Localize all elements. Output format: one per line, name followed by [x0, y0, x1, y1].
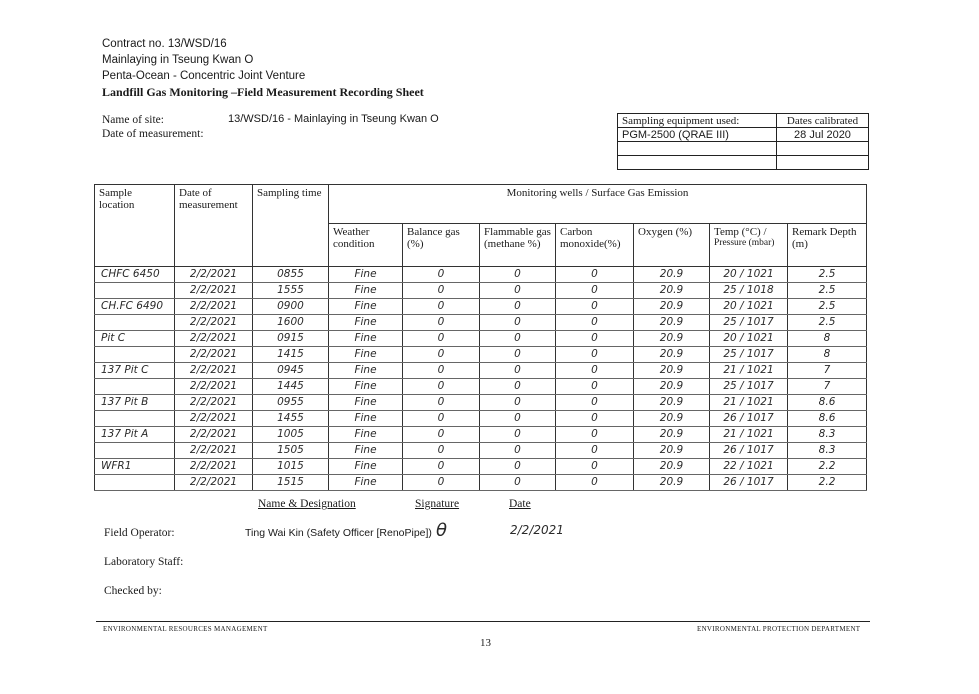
equipment-name: PGM-2500 (QRAE III) — [618, 128, 777, 142]
remark-cell: 2.5 — [788, 267, 867, 283]
oxygen-cell: 20.9 — [634, 315, 710, 331]
flammable-gas-cell: 0 — [480, 331, 556, 347]
carbon-monoxide-cell: 0 — [556, 299, 634, 315]
weather-cell: Fine — [329, 459, 403, 475]
calibrated-header: Dates calibrated — [777, 114, 869, 128]
oxygen-cell: 20.9 — [634, 443, 710, 459]
location-cell — [95, 347, 175, 363]
time-cell: 1415 — [253, 347, 329, 363]
weather-cell: Fine — [329, 267, 403, 283]
oxygen-cell: 20.9 — [634, 299, 710, 315]
temp-pressure-cell: 21 / 1021 — [710, 427, 788, 443]
oxygen-cell: 20.9 — [634, 347, 710, 363]
time-cell: 1015 — [253, 459, 329, 475]
temp-pressure-cell: 20 / 1021 — [710, 299, 788, 315]
location-cell — [95, 379, 175, 395]
time-cell: 1505 — [253, 443, 329, 459]
remark-cell: 2.5 — [788, 299, 867, 315]
date-cell: 2/2/2021 — [175, 395, 253, 411]
carbon-monoxide-cell: 0 — [556, 267, 634, 283]
time-header: Sampling time — [253, 185, 329, 267]
flammable-gas-cell: 0 — [480, 315, 556, 331]
equipment-table — [617, 113, 869, 170]
balance-gas-header: Balance gas (%) — [403, 224, 480, 267]
weather-cell: Fine — [329, 395, 403, 411]
weather-cell: Fine — [329, 411, 403, 427]
balance-gas-cell: 0 — [403, 331, 480, 347]
footer-left: ENVIRONMENTAL RESOURCES MANAGEMENT — [103, 625, 268, 633]
pressure-header: Pressure (mbar) — [714, 238, 775, 248]
carbon-monoxide-cell: 0 — [556, 347, 634, 363]
location-cell: CHFC 6450 — [95, 267, 175, 283]
weather-header: Weather condition — [329, 224, 403, 267]
weather-cell: Fine — [329, 283, 403, 299]
time-cell: 0955 — [253, 395, 329, 411]
location-cell — [95, 443, 175, 459]
weather-cell: Fine — [329, 427, 403, 443]
equipment-header-row — [618, 114, 869, 128]
flammable-gas-cell: 0 — [480, 459, 556, 475]
location-cell: CH.FC 6490 — [95, 299, 175, 315]
balance-gas-cell: 0 — [403, 395, 480, 411]
remark-cell: 2.2 — [788, 459, 867, 475]
oxygen-cell: 20.9 — [634, 475, 710, 491]
temp-pressure-cell: 26 / 1017 — [710, 443, 788, 459]
date-cell: 2/2/2021 — [175, 443, 253, 459]
time-cell: 1515 — [253, 475, 329, 491]
balance-gas-cell: 0 — [403, 379, 480, 395]
remark-cell: 8.6 — [788, 411, 867, 427]
date-cell: 2/2/2021 — [175, 267, 253, 283]
table-row — [95, 475, 867, 491]
location-cell: 137 Pit C — [95, 363, 175, 379]
balance-gas-cell: 0 — [403, 411, 480, 427]
site-name-label: Name of site: — [102, 114, 164, 126]
carbon-monoxide-cell: 0 — [556, 331, 634, 347]
weather-cell: Fine — [329, 315, 403, 331]
date-header: Date of measurement — [175, 185, 253, 267]
date-cell: 2/2/2021 — [175, 347, 253, 363]
monitoring-header: Monitoring wells / Surface Gas Emission — [329, 185, 867, 224]
balance-gas-cell: 0 — [403, 475, 480, 491]
date-cell: 2/2/2021 — [175, 459, 253, 475]
weather-cell: Fine — [329, 331, 403, 347]
page-number: 13 — [480, 637, 491, 649]
table-row — [95, 315, 867, 331]
date-cell: 2/2/2021 — [175, 411, 253, 427]
flammable-gas-cell: 0 — [480, 411, 556, 427]
temp-pressure-cell: 21 / 1021 — [710, 363, 788, 379]
time-cell: 1555 — [253, 283, 329, 299]
field-operator-date: 2/2/2021 — [510, 523, 564, 537]
field-operator-label: Field Operator: — [104, 527, 175, 539]
document-header — [102, 36, 424, 100]
site-info — [102, 113, 204, 141]
temp-pressure-cell: 25 / 1017 — [710, 379, 788, 395]
field-operator-name: Ting Wai Kin (Safety Officer [RenoPipe]) — [245, 527, 432, 539]
remark-cell: 8 — [788, 347, 867, 363]
temp-pressure-cell: 25 / 1017 — [710, 315, 788, 331]
table-header-row — [95, 185, 867, 224]
checked-by-label: Checked by: — [104, 585, 162, 597]
location-header: Sample location — [95, 185, 175, 267]
carbon-monoxide-cell: 0 — [556, 459, 634, 475]
equipment-row — [618, 142, 869, 156]
time-cell: 0855 — [253, 267, 329, 283]
weather-cell: Fine — [329, 347, 403, 363]
table-row — [95, 347, 867, 363]
date-cell: 2/2/2021 — [175, 475, 253, 491]
location-cell — [95, 475, 175, 491]
weather-cell: Fine — [329, 443, 403, 459]
flammable-gas-cell: 0 — [480, 347, 556, 363]
weather-cell: Fine — [329, 475, 403, 491]
temp-pressure-cell: 22 / 1021 — [710, 459, 788, 475]
flammable-gas-cell: 0 — [480, 395, 556, 411]
flammable-gas-cell: 0 — [480, 267, 556, 283]
table-row — [95, 331, 867, 347]
temp-pressure-cell: 21 / 1021 — [710, 395, 788, 411]
location-cell — [95, 315, 175, 331]
flammable-gas-cell: 0 — [480, 363, 556, 379]
table-row — [95, 411, 867, 427]
balance-gas-cell: 0 — [403, 459, 480, 475]
balance-gas-cell: 0 — [403, 347, 480, 363]
oxygen-cell: 20.9 — [634, 427, 710, 443]
date-cell: 2/2/2021 — [175, 283, 253, 299]
remark-cell: 8.3 — [788, 443, 867, 459]
oxygen-cell: 20.9 — [634, 267, 710, 283]
measurement-table — [94, 184, 867, 491]
project-name: Mainlaying in Tseung Kwan O — [102, 54, 254, 66]
oxygen-cell: 20.9 — [634, 395, 710, 411]
temp-pressure-cell: 20 / 1021 — [710, 331, 788, 347]
location-cell: WFR1 — [95, 459, 175, 475]
contractor-name: Penta-Ocean - Concentric Joint Venture — [102, 70, 306, 82]
location-cell: 137 Pit B — [95, 395, 175, 411]
remark-cell: 8 — [788, 331, 867, 347]
time-cell: 1445 — [253, 379, 329, 395]
oxygen-cell: 20.9 — [634, 379, 710, 395]
equipment-header: Sampling equipment used: — [618, 114, 777, 128]
calibration-date: 28 Jul 2020 — [777, 128, 869, 142]
name-designation-heading: Name & Designation — [258, 498, 356, 510]
table-row — [95, 267, 867, 283]
balance-gas-cell: 0 — [403, 267, 480, 283]
remark-cell: 8.6 — [788, 395, 867, 411]
flammable-gas-cell: 0 — [480, 427, 556, 443]
oxygen-cell: 20.9 — [634, 411, 710, 427]
date-heading: Date — [509, 498, 531, 510]
flammable-gas-cell: 0 — [480, 475, 556, 491]
carbon-monoxide-cell: 0 — [556, 395, 634, 411]
carbon-monoxide-cell: 0 — [556, 475, 634, 491]
temp-pressure-cell: 20 / 1021 — [710, 267, 788, 283]
equipment-name — [618, 156, 777, 170]
carbon-monoxide-cell: 0 — [556, 443, 634, 459]
oxygen-cell: 20.9 — [634, 331, 710, 347]
table-row — [95, 443, 867, 459]
carbon-monoxide-cell: 0 — [556, 363, 634, 379]
time-cell: 0900 — [253, 299, 329, 315]
remark-header: Remark Depth (m) — [788, 224, 867, 267]
time-cell: 0915 — [253, 331, 329, 347]
balance-gas-cell: 0 — [403, 315, 480, 331]
location-cell: Pit C — [95, 331, 175, 347]
temp-pressure-header — [710, 224, 788, 267]
time-cell: 1005 — [253, 427, 329, 443]
carbon-monoxide-cell: 0 — [556, 283, 634, 299]
sheet-title: Landfill Gas Monitoring –Field Measurement Recording Sheet — [102, 85, 424, 99]
carbon-monoxide-cell: 0 — [556, 427, 634, 443]
contract-number: Contract no. 13/WSD/16 — [102, 38, 227, 50]
balance-gas-cell: 0 — [403, 427, 480, 443]
weather-cell: Fine — [329, 299, 403, 315]
date-cell: 2/2/2021 — [175, 299, 253, 315]
carbon-monoxide-cell: 0 — [556, 379, 634, 395]
flammable-gas-cell: 0 — [480, 379, 556, 395]
table-row — [95, 395, 867, 411]
measurement-date-label: Date of measurement: — [102, 128, 204, 140]
temp-pressure-cell: 26 / 1017 — [710, 475, 788, 491]
lab-staff-label: Laboratory Staff: — [104, 556, 184, 568]
balance-gas-cell: 0 — [403, 443, 480, 459]
remark-cell: 2.5 — [788, 283, 867, 299]
oxygen-cell: 20.9 — [634, 363, 710, 379]
weather-cell: Fine — [329, 363, 403, 379]
table-row — [95, 379, 867, 395]
date-cell: 2/2/2021 — [175, 379, 253, 395]
flammable-gas-cell: 0 — [480, 299, 556, 315]
equipment-name — [618, 142, 777, 156]
remark-cell: 2.2 — [788, 475, 867, 491]
calibration-date — [777, 142, 869, 156]
calibration-date — [777, 156, 869, 170]
flammable-gas-cell: 0 — [480, 443, 556, 459]
equipment-row — [618, 156, 869, 170]
measurement-rows — [95, 267, 867, 491]
balance-gas-cell: 0 — [403, 363, 480, 379]
temp-pressure-cell: 25 / 1018 — [710, 283, 788, 299]
remark-cell: 7 — [788, 379, 867, 395]
date-cell: 2/2/2021 — [175, 427, 253, 443]
signature-heading: Signature — [415, 498, 460, 510]
remark-cell: 2.5 — [788, 315, 867, 331]
remark-cell: 8.3 — [788, 427, 867, 443]
balance-gas-cell: 0 — [403, 283, 480, 299]
location-cell — [95, 283, 175, 299]
carbon-monoxide-header: Carbon monoxide(%) — [556, 224, 634, 267]
location-cell — [95, 411, 175, 427]
table-row — [95, 427, 867, 443]
footer-divider — [96, 621, 870, 622]
table-row — [95, 459, 867, 475]
oxygen-cell: 20.9 — [634, 459, 710, 475]
oxygen-cell: 20.9 — [634, 283, 710, 299]
temp-pressure-cell: 26 / 1017 — [710, 411, 788, 427]
site-name-value: 13/WSD/16 - Mainlaying in Tseung Kwan O — [228, 113, 439, 125]
remark-cell: 7 — [788, 363, 867, 379]
balance-gas-cell: 0 — [403, 299, 480, 315]
flammable-gas-header: Flammable gas (methane %) — [480, 224, 556, 267]
location-cell: 137 Pit A — [95, 427, 175, 443]
date-cell: 2/2/2021 — [175, 331, 253, 347]
time-cell: 0945 — [253, 363, 329, 379]
table-row — [95, 363, 867, 379]
time-cell: 1600 — [253, 315, 329, 331]
temp-header: Temp (°C) / — [714, 226, 767, 238]
oxygen-header: Oxygen (%) — [634, 224, 710, 267]
weather-cell: Fine — [329, 379, 403, 395]
time-cell: 1455 — [253, 411, 329, 427]
footer-right: ENVIRONMENTAL PROTECTION DEPARTMENT — [697, 625, 861, 633]
equipment-row — [618, 128, 869, 142]
table-row — [95, 299, 867, 315]
flammable-gas-cell: 0 — [480, 283, 556, 299]
date-cell: 2/2/2021 — [175, 315, 253, 331]
table-row — [95, 283, 867, 299]
carbon-monoxide-cell: 0 — [556, 411, 634, 427]
temp-pressure-cell: 25 / 1017 — [710, 347, 788, 363]
carbon-monoxide-cell: 0 — [556, 315, 634, 331]
date-cell: 2/2/2021 — [175, 363, 253, 379]
field-operator-signature: θ — [436, 520, 448, 541]
